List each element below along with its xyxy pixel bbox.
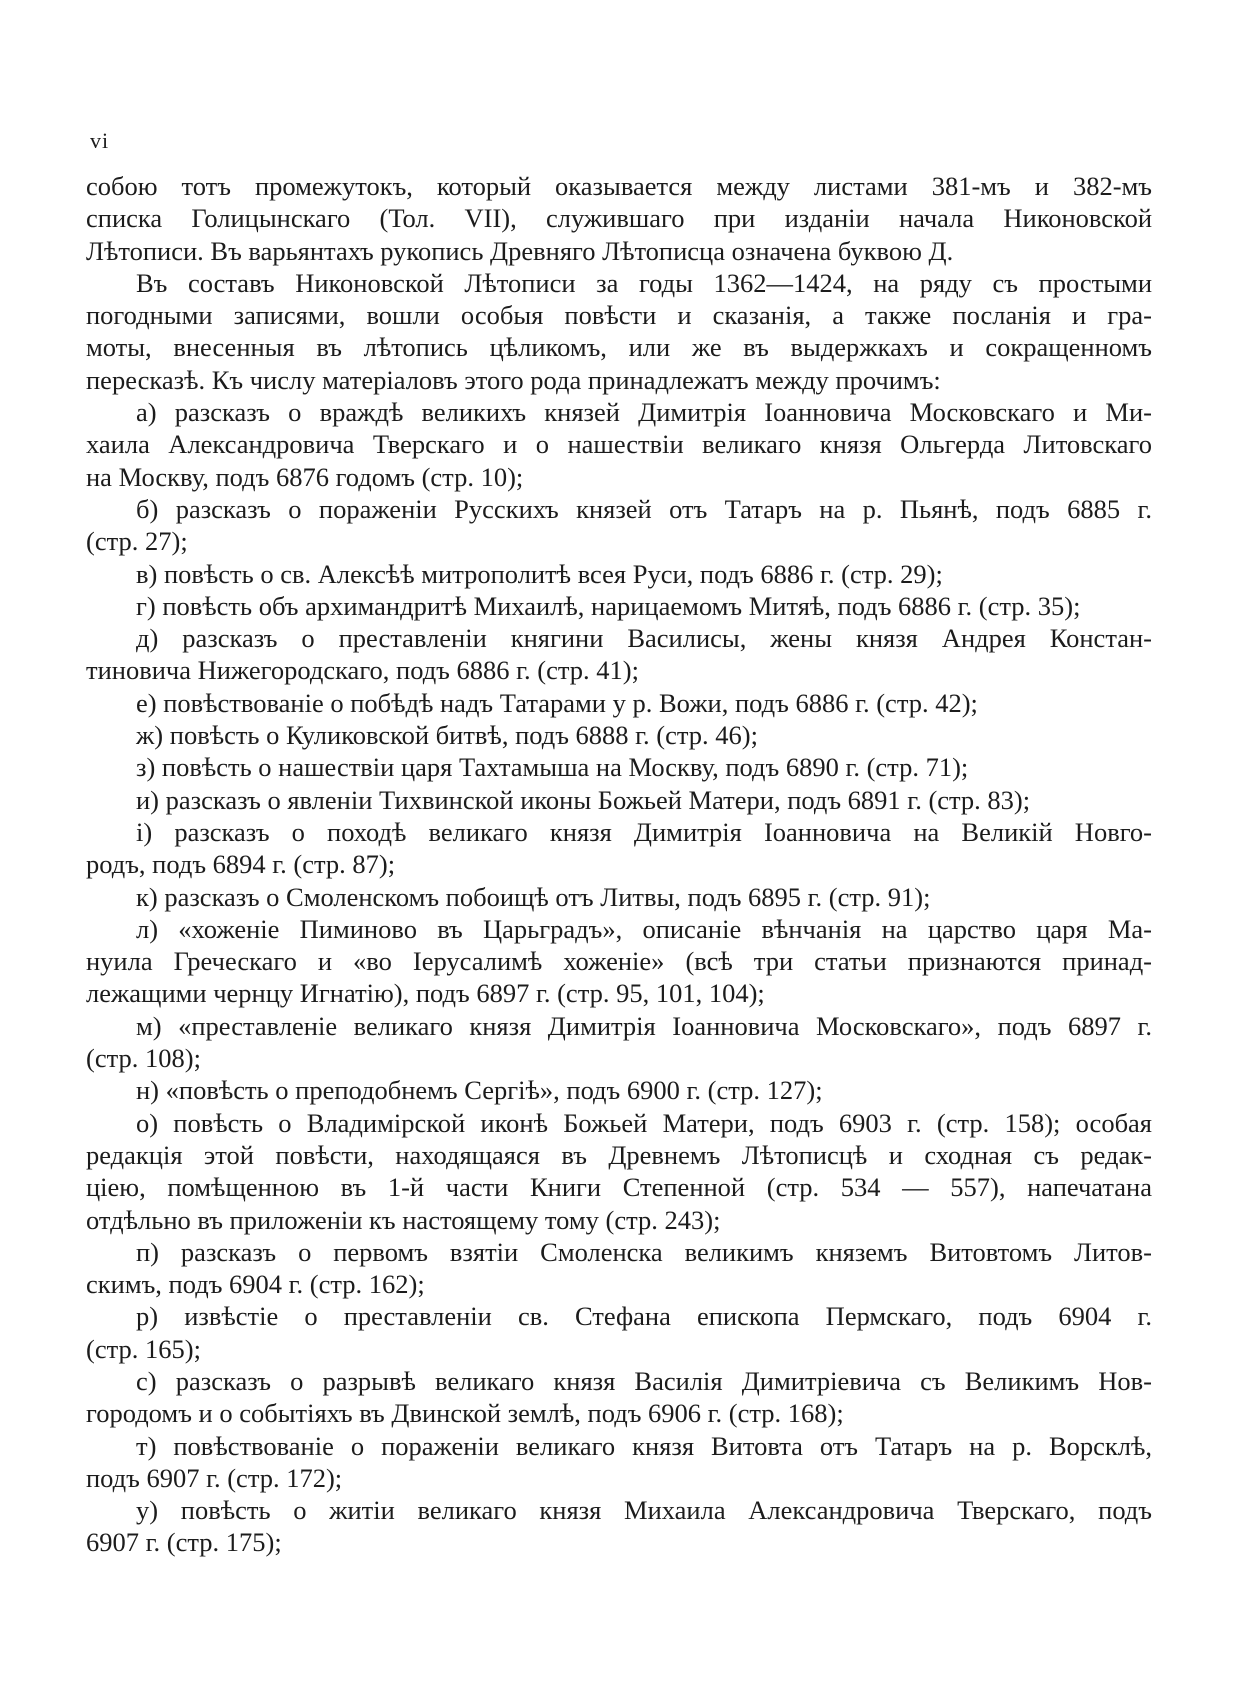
text-line: к) разсказъ о Смоленскомъ побоищѣ отъ Литвы, подъ 6895 г. (стр. 91); — [136, 881, 931, 912]
text-line: г) повѣсть объ архимандритѣ Михаилѣ, нарицаемомъ Митяѣ, подъ 6886 г. (стр. 35); — [136, 590, 1081, 621]
list-item-d — [86, 622, 1152, 687]
text-line: з) повѣсть о нашествіи царя Тахтамыша на Москву, подъ 6890 г. (стр. 71); — [136, 752, 969, 783]
text-line: собою тотъ промежутокъ, который оказывается между листами 381-мъ и 382-мъ — [86, 171, 1152, 201]
text-line: (стр. 27); — [86, 526, 188, 557]
list-item-g — [86, 590, 1152, 622]
text-line: в) повѣсть о св. Алексѣѣ митрополитѣ всея Руси, подъ 6886 г. (стр. 29); — [136, 558, 943, 589]
list-item-r — [86, 1300, 1152, 1365]
text-line: тиновича Нижегородскаго, подъ 6886 г. (стр. 41); — [86, 655, 639, 686]
text-line: родъ, подъ 6894 г. (стр. 87); — [86, 849, 396, 880]
list-item-zh — [86, 719, 1152, 751]
list-item-o — [86, 1107, 1152, 1236]
text-line: ж) повѣсть о Куликовской битвѣ, подъ 6888 г. (стр. 46); — [136, 720, 758, 751]
document-page — [86, 128, 1152, 1559]
list-item-u — [86, 1494, 1152, 1559]
text-line: пересказѣ. Къ числу матеріаловъ этого рода принадлежатъ между прочимъ: — [86, 364, 941, 395]
text-line: городомъ и о событіяхъ въ Двинской землѣ, подъ 6906 г. (стр. 168); — [86, 1398, 844, 1429]
list-item-v — [86, 558, 1152, 590]
text-line: о) повѣсть о Владимірской иконѣ Божьей Матери, подъ 6903 г. (стр. 158); особая — [136, 1107, 1152, 1138]
paragraph-intro — [86, 170, 1152, 267]
item-list — [86, 396, 1152, 1559]
text-line: б) разсказъ о пораженіи Русскихъ князей отъ Татаръ на р. Пьянѣ, подъ 6885 г. — [136, 493, 1152, 524]
text-line: а) разсказъ о враждѣ великихъ князей Димитрія Іоанновича Московскаго и Ми- — [136, 397, 1152, 428]
text-line: лежащими чернцу Игнатію), подъ 6897 г. (стр. 95, 101, 104); — [86, 978, 765, 1009]
list-item-b — [86, 493, 1152, 558]
text-line: моты, внесенныя въ лѣтопись цѣликомъ, или же въ выдержкахъ и сокращенномъ — [86, 332, 1152, 363]
list-item-i-decimal — [86, 816, 1152, 881]
text-line: подъ 6907 г. (стр. 172); — [86, 1462, 343, 1493]
list-item-z — [86, 751, 1152, 783]
text-line: нуила Греческаго и «во Іерусалимѣ хоженіе» (всѣ три статьи признаются принад- — [86, 946, 1152, 977]
text-line: на Москву, подъ 6876 годомъ (стр. 10); — [86, 461, 524, 492]
text-line: т) повѣствованіе о пораженіи великаго князя Витовта отъ Татаръ на р. Ворсклѣ, — [136, 1430, 1152, 1461]
list-item-l — [86, 913, 1152, 1010]
text-line: списка Голицынскаго (Тол. VII), служившаго при изданіи начала Никоновской — [86, 203, 1152, 234]
paragraph-contents — [86, 267, 1152, 396]
text-line: п) разсказъ о первомъ взятіи Смоленска великимъ княземъ Витовтомъ Литов- — [136, 1236, 1152, 1267]
text-line: редакція этой повѣсти, находящаяся въ Древнемъ Лѣтописцѣ и сходная съ редак- — [86, 1139, 1152, 1170]
text-line: Въ составъ Никоновской Лѣтописи за годы 1362—1424, на ряду съ простыми — [136, 267, 1152, 298]
text-line: погодными записями, вошли особыя повѣсти и сказанія, а также посланія и гра- — [86, 300, 1152, 331]
list-item-n — [86, 1074, 1152, 1106]
text-line: д) разсказъ о преставленіи княгини Василисы, жены князя Андрея Констан- — [136, 623, 1152, 654]
text-line: хаила Александровича Тверскаго и о нашествіи великаго князя Ольгерда Литовскаго — [86, 429, 1152, 460]
text-line: скимъ, подъ 6904 г. (стр. 162); — [86, 1269, 425, 1300]
text-line: у) повѣсть о житіи великаго князя Михаила Александровича Тверскаго, подъ — [136, 1495, 1152, 1526]
text-line: отдѣльно въ приложеніи къ настоящему тому (стр. 243); — [86, 1204, 721, 1235]
text-line: и) разсказъ о явленіи Тихвинской иконы Божьей Матери, подъ 6891 г. (стр. 83); — [136, 784, 1031, 815]
list-item-e — [86, 687, 1152, 719]
text-line: 6907 г. (стр. 175); — [86, 1527, 282, 1558]
text-line: м) «преставленіе великаго князя Димитрія Іоанновича Московскаго», подъ 6897 г. — [136, 1010, 1152, 1041]
text-line: ціею, помѣщенною въ 1-й части Книги Степенной (стр. 534 — 557), напечатана — [86, 1172, 1152, 1203]
text-line: е) повѣствованіе о побѣдѣ надъ Татарами у р. Вожи, подъ 6886 г. (стр. 42); — [136, 687, 978, 718]
list-item-a — [86, 396, 1152, 493]
list-item-i — [86, 784, 1152, 816]
list-item-p — [86, 1236, 1152, 1301]
text-line: л) «хоженіе Пиминово въ Царьградъ», описаніе вѣнчанія на царство царя Ма- — [136, 913, 1152, 944]
text-line: р) извѣстіе о преставленіи св. Стефана епископа Пермскаго, подъ 6904 г. — [136, 1301, 1152, 1332]
page-number: vi — [90, 128, 110, 153]
text-line: Лѣтописи. Въ варьянтахъ рукопись Древняго Лѣтописца означена буквою Д. — [86, 235, 954, 266]
text-line: с) разсказъ о разрывѣ великаго князя Василія Димитріевича съ Великимъ Нов- — [136, 1365, 1152, 1396]
list-item-m — [86, 1010, 1152, 1075]
text-line: н) «повѣсть о преподобнемъ Сергіѣ», подъ 6900 г. (стр. 127); — [136, 1075, 823, 1106]
list-item-k — [86, 881, 1152, 913]
list-item-t — [86, 1430, 1152, 1495]
list-item-s — [86, 1365, 1152, 1430]
text-line: і) разсказъ о походѣ великаго князя Димитрія Іоанновича на Великій Новго- — [136, 816, 1152, 847]
text-line: (стр. 165); — [86, 1333, 201, 1364]
text-line: (стр. 108); — [86, 1043, 201, 1074]
